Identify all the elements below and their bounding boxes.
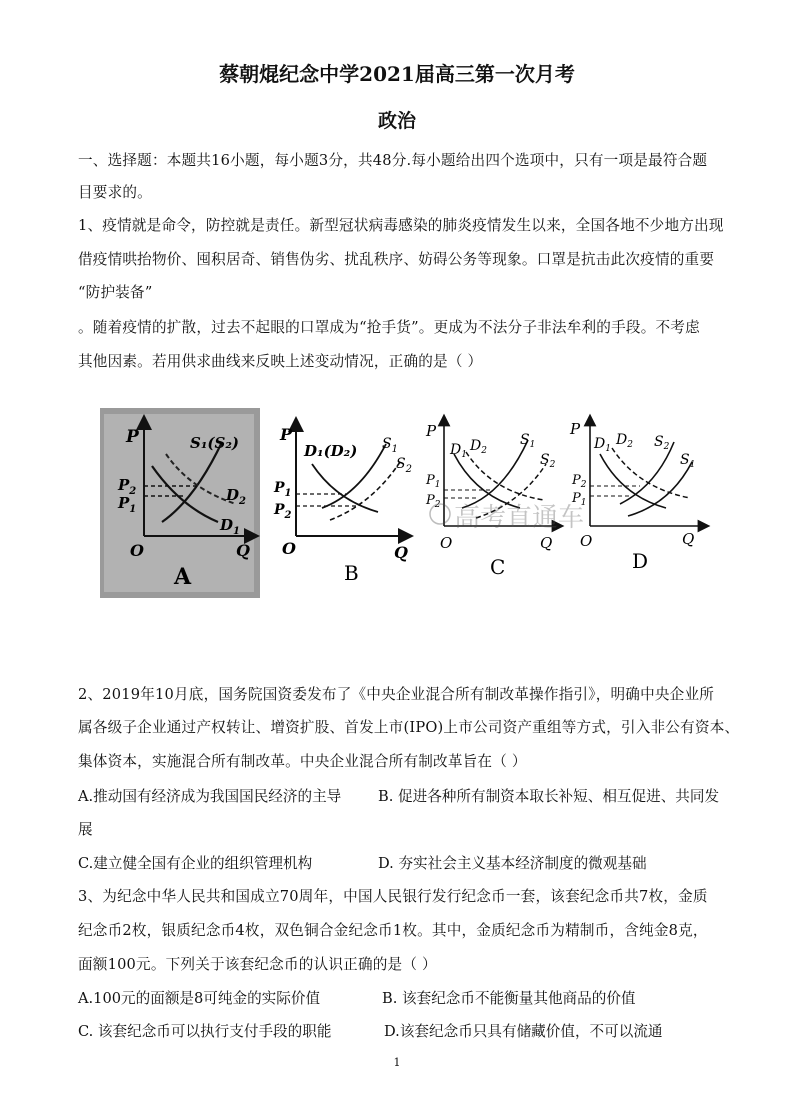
graph-d-s1-label: $S_1$ <box>680 452 696 470</box>
graph-d-supply-s1 <box>628 462 692 516</box>
graph-b-supply-s2 <box>330 462 400 520</box>
graph-d-demand-d2 <box>612 448 690 498</box>
graph-c-s2-label: $S_2$ <box>540 452 556 470</box>
graph-a-label: A <box>174 564 192 590</box>
q2-option-c: C.建立健全国有企业的组织管理机构 <box>78 855 313 872</box>
graph-c-d1-label: $D_1$ <box>450 442 467 460</box>
graph-d-p2: $P_2$ <box>572 473 587 490</box>
graph-c-axis-p: P <box>426 422 437 440</box>
svg-text:高考直通车: 高考直通车 <box>454 503 585 533</box>
graph-a-p1: $P_1$ <box>118 494 137 515</box>
subject-title: 政治 <box>377 110 416 132</box>
graph-a-d1-label: $D_1$ <box>220 516 240 537</box>
q2-text-line-3: 集体资本，实施混合所有制改革。中央企业混合所有制改革旨在（ ） <box>78 753 527 770</box>
graph-d-origin: O <box>580 532 593 550</box>
section-instruction-line-2: 目要求的。 <box>78 184 152 201</box>
q1-text-line-5: 其他因素。若用供求曲线来反映上述变动情况，正确的是（ ） <box>78 353 483 370</box>
section-instruction-line-1: 一、选择题：本题共16小题，每小题3分，共48分.每小题给出四个选项中，只有一项是最符合题 <box>78 152 708 169</box>
graph-c-axis-q: Q <box>540 534 553 552</box>
q2-option-b-continued: 展 <box>78 821 93 838</box>
graph-d-p1: $P_1$ <box>572 491 587 508</box>
graph-d-label: D <box>632 549 649 573</box>
graph-d-axis-p: P <box>570 420 581 438</box>
graph-d-axis-q: Q <box>682 530 695 548</box>
page-number: 1 <box>393 1056 401 1069</box>
q3-option-b: B. 该套纪念币不能衡量其他商品的价值 <box>382 990 636 1007</box>
q3-text-line-3: 面额100元。下列关于该套纪念币的认识正确的是（ ） <box>78 956 437 973</box>
q1-text-line-2: 借疫情哄抬物价、囤积居奇、销售伪劣、扰乱秩序、妨碍公务等现象。口罩是抗击此次疫情的重要 <box>78 251 715 268</box>
graph-c-label: C <box>490 555 506 579</box>
q3-option-c: C. 该套纪念币可以执行支付手段的职能 <box>78 1023 332 1040</box>
graph-d-demand-d1 <box>600 454 666 508</box>
graph-c <box>425 420 558 579</box>
graph-a <box>100 408 260 598</box>
q2-option-b: B. 促进各种所有制资本取长补短、相互促进、共同发 <box>378 788 720 805</box>
graph-c-demand-d2 <box>466 452 544 500</box>
graph-c-d2-label: $D_2$ <box>470 438 487 456</box>
graph-a-d2-label: $D_2$ <box>226 486 246 507</box>
graph-b-label: B <box>344 561 359 585</box>
graph-d <box>569 420 704 573</box>
graph-c-demand-d1 <box>454 454 520 508</box>
graph-b <box>273 424 412 585</box>
graph-b-s1-label: $S_1$ <box>382 436 398 455</box>
graph-c-p1: $P_1$ <box>426 473 441 490</box>
q2-option-a: A.推动国有经济成为我国国民经济的主导 <box>78 788 342 805</box>
q1-text-line-1: 1、疫情就是命令，防控就是责任。新型冠状病毒感染的肺炎疫情发生以来，全国各地不少地方出现 <box>78 217 724 234</box>
graph-d-s2-label: $S_2$ <box>654 434 670 452</box>
graph-a-axis-q: Q <box>236 541 250 560</box>
graph-b-p2: $P_2$ <box>274 502 292 521</box>
q3-option-d: D.该套纪念币只具有储藏价值，不可以流通 <box>384 1023 663 1040</box>
graph-b-axis-q: Q <box>394 543 408 562</box>
q3-text-line-2: 纪念币2枚，银质纪念币4枚，双色铜合金纪念币1枚。其中，金质纪念币为精制币，含纯金8克， <box>78 922 708 939</box>
q3-text-line-1: 3、为纪念中华人民共和国成立70周年，中国人民银行发行纪念币一套，该套纪念币共7枚，金质 <box>78 888 708 905</box>
graph-b-s2-label: $S_2$ <box>396 456 412 475</box>
graph-a-p2: $P_2$ <box>118 476 137 497</box>
q2-text-line-2: 属各级子企业通过产权转让、增资扩股、首发上市(IPO)上市公司资产重组等方式，引入非公有资本、 <box>78 719 740 736</box>
q1-text-line-3: “防护装备” <box>78 284 153 301</box>
graph-c-s1-label: $S_1$ <box>520 432 536 450</box>
graph-b-origin: O <box>282 539 296 558</box>
graph-d-d1-label: $D_1$ <box>594 436 611 454</box>
graph-b-axis-p: P <box>280 425 293 444</box>
q2-text-line-1: 2、2019年10月底，国务院国资委发布了《中央企业混合所有制改革操作指引》，明确中央企业所 <box>78 686 715 703</box>
graph-b-demand-label: D₁(D₂) <box>304 442 358 460</box>
graph-b-p1: $P_1$ <box>274 480 292 499</box>
graph-a-supply-label: S₁(S₂) <box>190 434 239 452</box>
graph-c-origin: O <box>440 534 453 552</box>
watermark <box>430 503 584 533</box>
q2-option-d: D. 夯实社会主义基本经济制度的微观基础 <box>378 855 647 872</box>
graph-a-axis-p: P <box>126 427 139 447</box>
supply-demand-figure <box>100 404 712 600</box>
q1-text-line-4: 。随着疫情的扩散，过去不起眼的口罩成为“抢手货”。更成为不法分子非法牟利的手段。不考虑 <box>78 319 700 336</box>
graph-c-p2: $P_2$ <box>426 493 441 510</box>
exam-title: 蔡朝焜纪念中学2021届高三第一次月考 <box>219 62 575 86</box>
graph-d-d2-label: $D_2$ <box>616 432 633 450</box>
q3-option-a: A.100元的面额是8可纯金的实际价值 <box>78 990 321 1007</box>
graph-a-origin: O <box>130 541 144 560</box>
